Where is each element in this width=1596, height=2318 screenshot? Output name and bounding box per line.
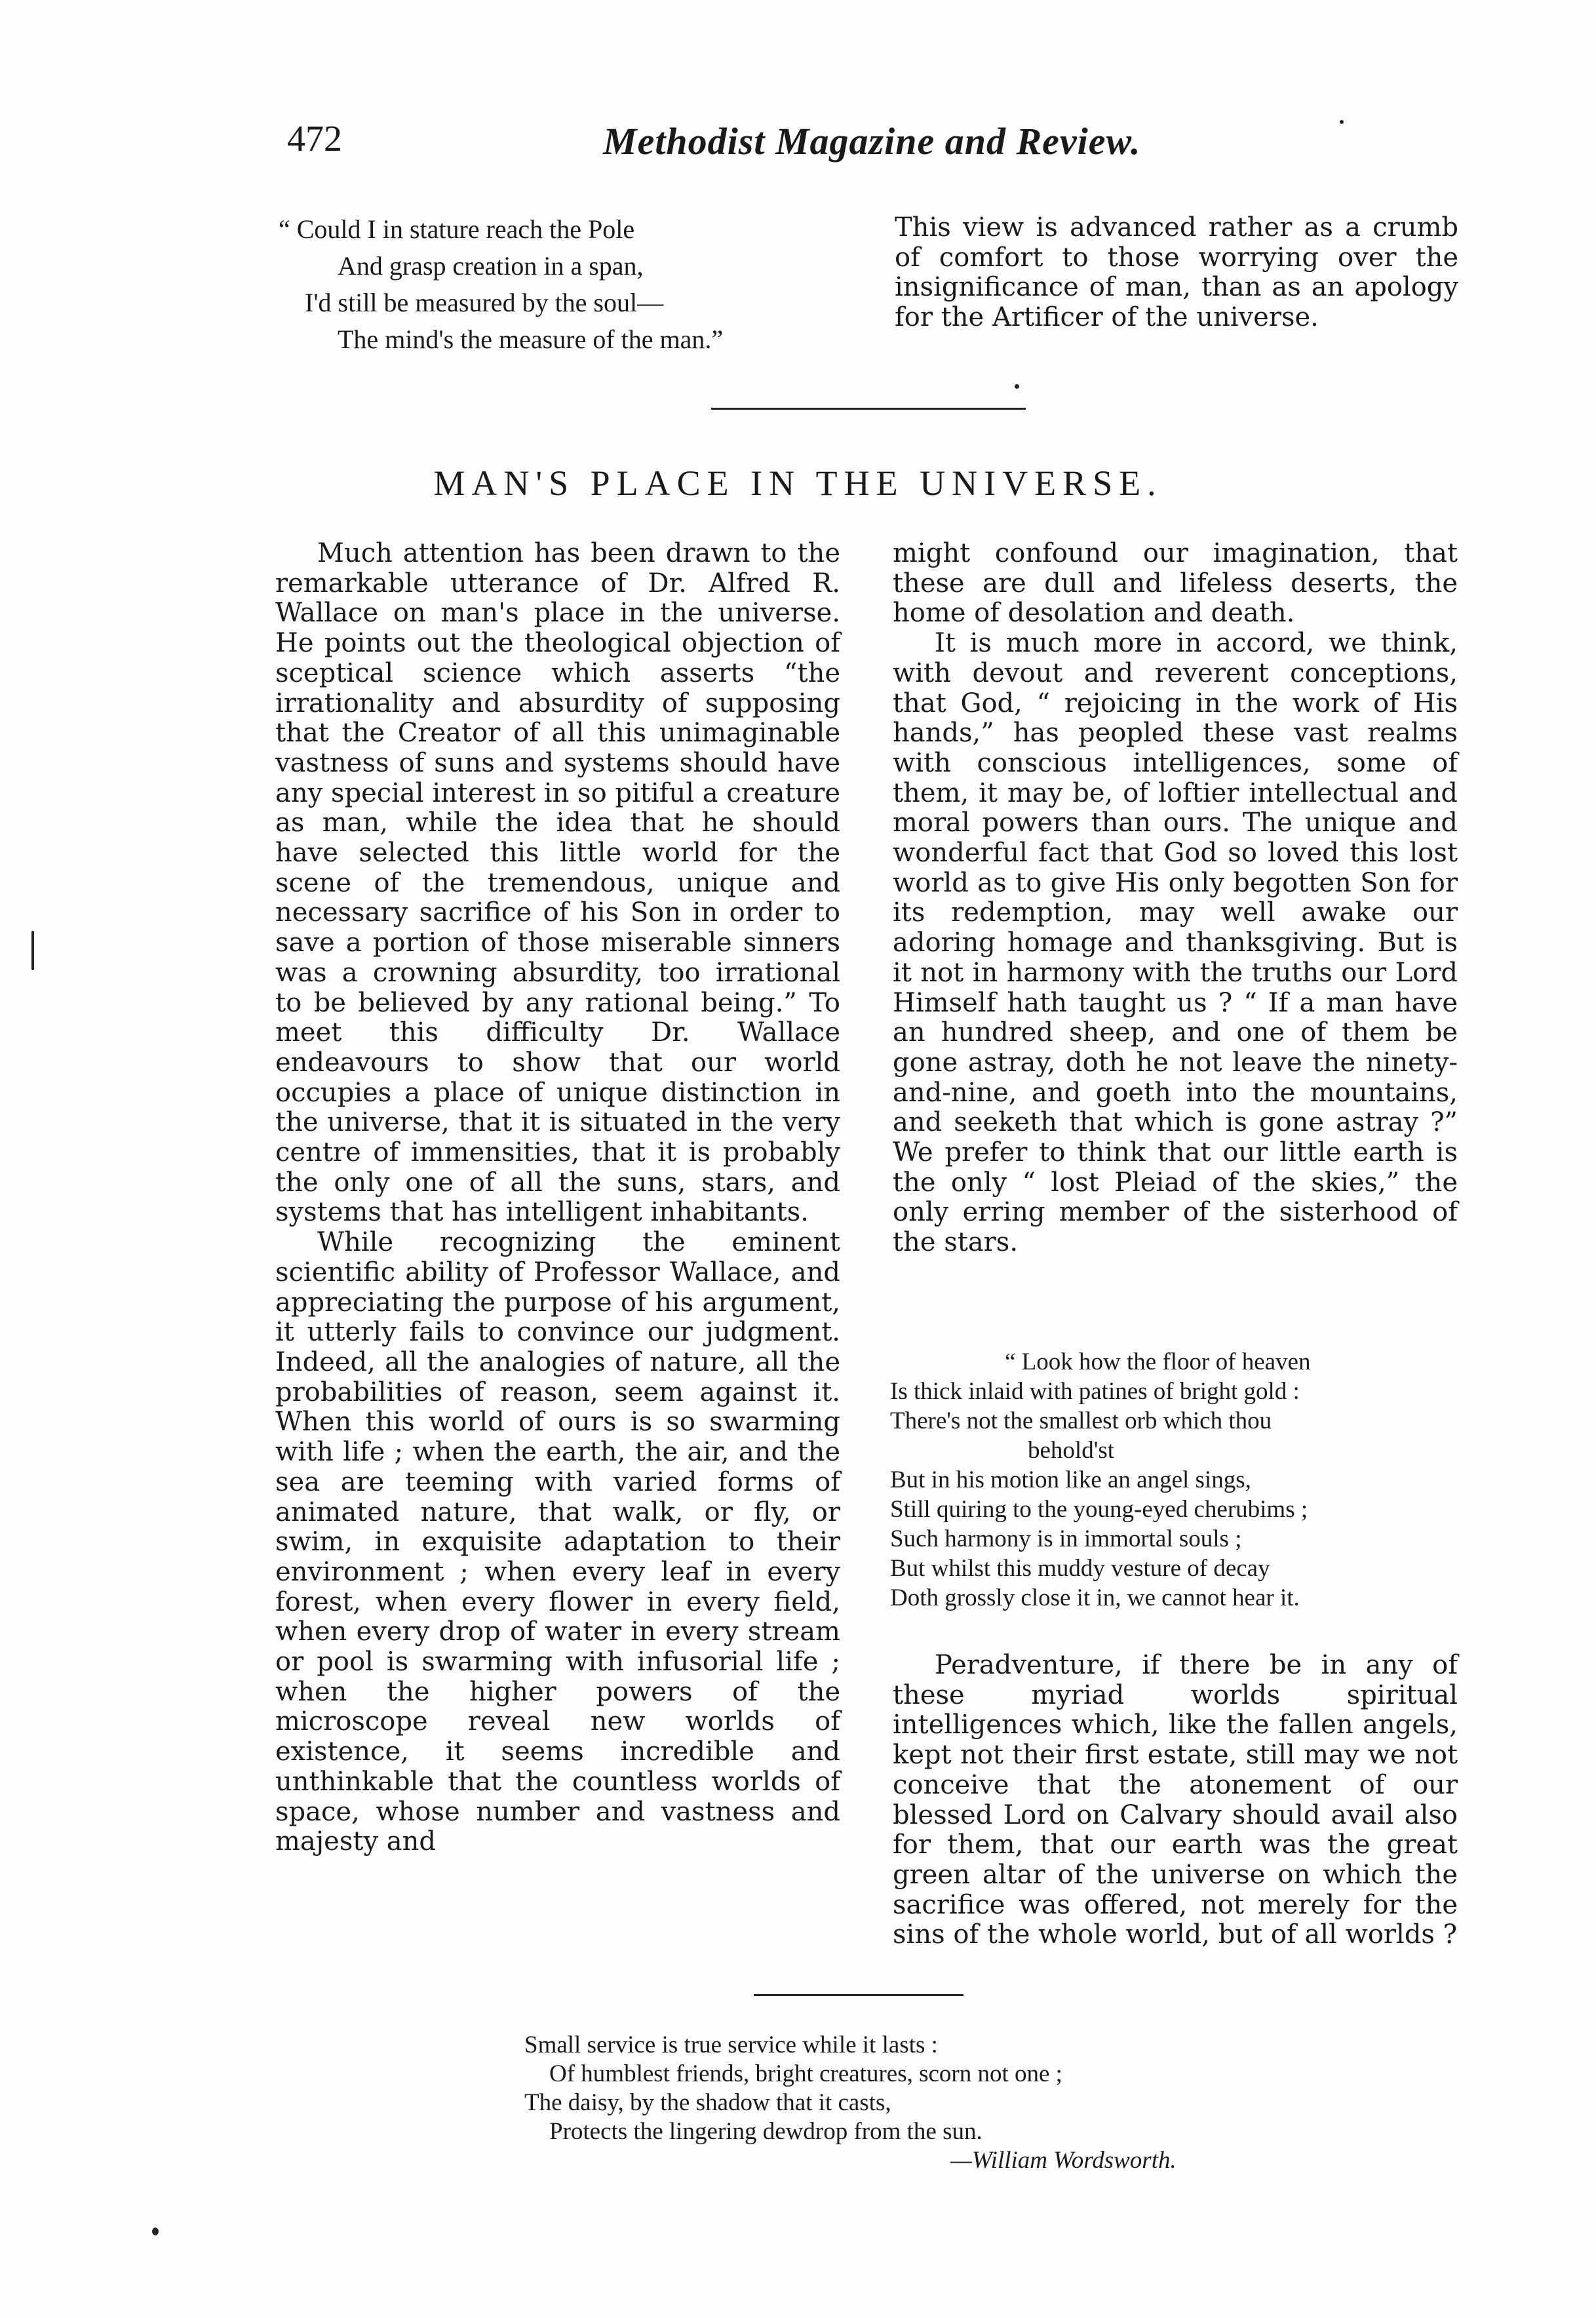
top-poem-line: I'd still be measured by the soul— (305, 288, 664, 317)
margin-speck (1340, 120, 1344, 124)
page-number: 472 (287, 119, 342, 159)
bottom-poem-line: Small service is true service while it lasts : (524, 2032, 938, 2058)
quote-line: Still quiring to the young-eyed cherubims ; (890, 1496, 1308, 1523)
bottom-poem-line: The daisy, by the shadow that it casts, (524, 2089, 891, 2116)
quote-line: behold'st (1028, 1437, 1115, 1464)
right-column (893, 539, 1458, 1258)
right-paragraph: It is much more in accord, we think, with devout and reverent conceptions, that God, “ rejoicing in the work of His hands,” has peopled these vast realms with conscious intelligences, some of them, it may be, of loftier intellectual and moral powers than ours. The unique and wonderful fact that God so loved this lost world as to give His only begotten Son for its redemption, may well awake our adoring homage and thanksgiving. But is it not in harmony with the truths our Lord Himself hath taught us ? “ If a man have an hundred sheep, and one of them be gone astray, doth he not leave the ninety-and-nine, and goeth into the mountains, and seeketh that which is gone astray ?” We prefer to think that our little earth is the only “ lost Pleiad of the skies,” the only erring member of the sisterhood of the stars. (893, 628, 1458, 1258)
bottom-poem (524, 2031, 1177, 2175)
closing-paragraph: Peradventure, if there be in any of these myriad worlds spiritual intelligences which, like the fallen angels, kept not their first estate, still may we not conceive that the atonement of our blessed Lord on Calvary should avail also for them, that our earth was the great green altar of the universe on which the sacrifice was offered, not merely for the sins of the whole world, but of all worlds ? (893, 1650, 1458, 1950)
top-poem-line: And grasp creation in a span, (338, 251, 644, 281)
top-text (895, 213, 1458, 333)
left-column (275, 539, 840, 1857)
separator-rule (711, 408, 1026, 410)
top-text-paragraph: This view is advanced rather as a crumb of comfort to those worrying over the insignificance of man, than as an apology for the Artificer of the universe. (895, 212, 1458, 333)
article-title: MAN'S PLACE IN THE UNIVERSE. (433, 463, 1163, 503)
bottom-poem-line: Protects the lingering dewdrop from the sun. (549, 2118, 983, 2145)
quote-line: But whilst this muddy vesture of decay (890, 1555, 1270, 1582)
quote-line: Is thick inlaid with patines of bright gold : (890, 1378, 1300, 1405)
quoted-verse (890, 1347, 1310, 1613)
quote-line: But in his motion like an angel sings, (890, 1466, 1251, 1493)
margin-speck (152, 2228, 159, 2235)
ornament-dot (1015, 384, 1019, 389)
quote-line: Such harmony is in immortal souls ; (890, 1525, 1242, 1552)
left-paragraph: Much attention has been drawn to the remarkable utterance of Dr. Alfred R. Wallace on man's place in the universe. He points out the theological objection of sceptical science which asserts “the irrationality and absurdity of supposing that the Creator of all this unimaginable vastness of suns and systems should have any special interest in so pitiful a creature as man, while the idea that he should have selected this little world for the scene of the tremendous, unique and necessary sacrifice of his Son in order to save a portion of those miserable sinners was a crowning absurdity, too irrational to be believed by any rational being.” To meet this difficulty Dr. Wallace endeavours to show that our world occupies a place of unique distinction in the universe, that it is situated in the very centre of immensities, that it is probably the only one of all the suns, stars, and systems that has intelligent inhabitants. (275, 538, 840, 1228)
quote-line: Doth grossly close it in, we cannot hear it. (890, 1584, 1300, 1611)
top-poem-line: The mind's the measure of the man.” (338, 324, 724, 354)
quote-line: There's not the smallest orb which thou (890, 1407, 1272, 1434)
top-poem-line: “ Could I in stature reach the Pole (279, 214, 635, 244)
running-title: Methodist Magazine and Review. (603, 120, 1141, 163)
bottom-poem-attribution: —William Wordsworth. (950, 2147, 1177, 2174)
closing-column (893, 1651, 1458, 1950)
left-paragraph: While recognizing the eminent scientific ability of Professor Wallace, and appreciating the purpose of his argument, it utterly fails to convince our judgment. Indeed, all the analogies of nature, all the probabilities of reason, seem against it. When this world of ours is so swarming with life ; when the earth, the air, and the sea are teeming with varied forms of animated nature, that walk, or fly, or swim, in exquisite adaptation to their environment ; when every leaf in every forest, when every flower in every field, when every drop of water in every stream or pool is swarming with infusorial life ; when the higher powers of the microscope reveal new worlds of existence, it seems incredible and unthinkable that the countless worlds of space, whose number and vastness and majesty and (275, 1227, 840, 1857)
right-paragraph: might confound our imagination, that these are dull and lifeless deserts, the home of desolation and death. (893, 538, 1458, 629)
bottom-poem-line: Of humblest friends, bright creatures, scorn not one ; (549, 2060, 1062, 2087)
bottom-separator-rule (754, 1994, 963, 1996)
quote-line: “ Look how the floor of heaven (1005, 1348, 1311, 1375)
top-poem (279, 211, 723, 358)
margin-speck (31, 931, 34, 970)
